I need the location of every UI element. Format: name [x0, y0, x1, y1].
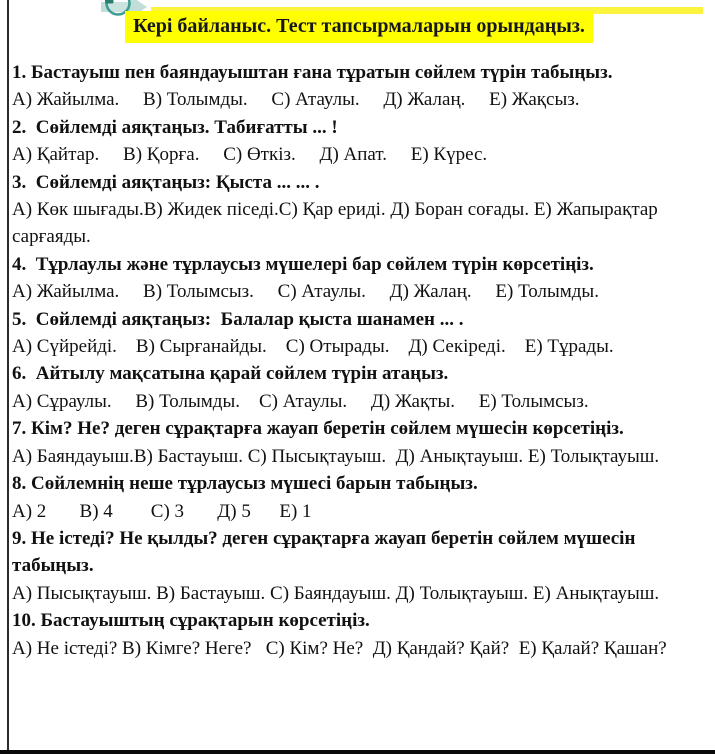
question-text: 6. Айтылу мақсатына қарай сөйлем түрін атаңыз. — [12, 363, 449, 385]
question-block — [12, 114, 706, 169]
answer-options: А) Көк шығады.В) Жидек піседі.С) Қар ериді. Д) Боран соғады. Е) Жапырақтар сарғаяды. — [12, 199, 663, 248]
question-block — [12, 59, 706, 114]
answer-options: А) Жайылма. В) Толымды. С) Атаулы. Д) Жалаң. Е) Жақсыз. — [12, 89, 580, 111]
question-text: 1. Бастауыш пен баяндауыштан ғана тұратын сөйлем түрін табыңыз. — [12, 62, 613, 83]
left-border-rule — [7, 0, 9, 750]
question-block — [12, 251, 706, 306]
bottom-border-rule — [0, 750, 715, 754]
question-text: 10. Бастауыштың сұрақтарын көрсетіңіз. — [12, 610, 370, 632]
answer-options: А) Сұраулы. В) Толымды. С) Атаулы. Д) Жақты. Е) Толымсыз. — [12, 390, 589, 412]
question-text: 3. Сөйлемді аяқтаңыз: Қыста ... ... . — [12, 171, 320, 193]
answer-options: А) Не істеді? В) Кімге? Неге? С) Кім? Не? Д) Қандай? Қай? Е) Қалай? Қашан? — [12, 637, 667, 659]
question-text: 4. Тұрлаулы және тұрлаусыз мүшелері бар сөйлем түрін көрсетіңіз. — [12, 253, 594, 275]
question-text: 5. Сөйлемді аяқтаңыз: Балалар қыста шанамен ... . — [12, 308, 464, 330]
question-text: 7. Кім? Не? деген сұрақтарға жауап беретін сөйлем мүшесін көрсетіңіз. — [12, 418, 624, 440]
page-title: Кері байланыс. Тест тапсырмаларын орындаңыз. — [125, 11, 593, 43]
question-block — [12, 415, 706, 470]
answer-options: А) Баяндауыш.В) Бастауыш. С) Пысықтауыш. Д) Анықтауыш. Е) Толықтауыш. — [12, 445, 660, 467]
question-text: 2. Сөйлемді аяқтаңыз. Табиғатты ... ! — [12, 116, 338, 138]
question-block — [12, 470, 706, 525]
answer-options: А) Жайылма. В) Толымсыз. С) Атаулы. Д) Жалаң. Е) Толымды. — [12, 281, 599, 303]
worksheet-content — [12, 11, 706, 662]
title-row — [12, 11, 706, 43]
answer-options: А) 2 В) 4 С) 3 Д) 5 Е) 1 — [12, 500, 312, 522]
answer-options: А) Сүйрейді. В) Сырғанайды. С) Отырады. Д) Секіреді. Е) Тұрады. — [12, 336, 614, 358]
question-block — [12, 525, 706, 607]
question-block — [12, 169, 706, 251]
question-text: 9. Не істеді? Не қылды? деген сұрақтарға жауап беретін сөйлем мүшесін табыңыз. — [12, 527, 641, 577]
question-list — [12, 59, 706, 662]
question-text: 8. Сөйлемнің неше тұрлаусыз мүшесі барын табыңыз. — [12, 473, 478, 495]
question-block — [12, 360, 706, 415]
question-block — [12, 306, 706, 361]
question-block — [12, 607, 706, 662]
answer-options: А) Пысықтауыш. В) Бастауыш. С) Баяндауыш. Д) Толықтауыш. Е) Анықтауыш. — [12, 582, 660, 604]
answer-options: А) Қайтар. В) Қорға. С) Өткіз. Д) Апат. Е) Күрес. — [12, 144, 488, 166]
